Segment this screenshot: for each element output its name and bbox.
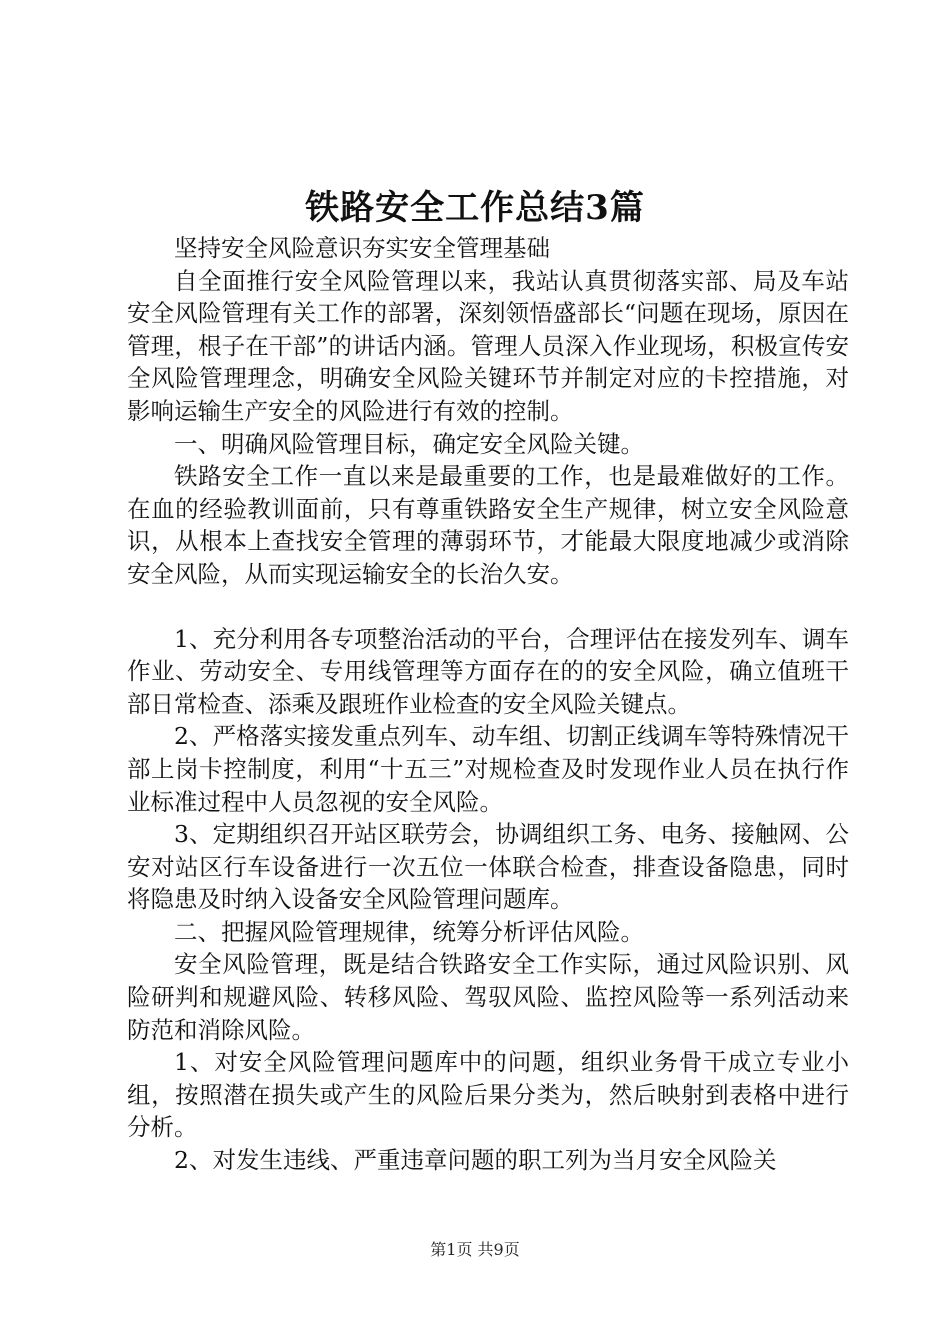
document-body [127, 232, 849, 1177]
body-paragraph: 铁路安全工作一直以来是最重要的工作，也是最难做好的工作。在血的经验教训面前，只有尊重铁路安全生产规律，树立安全风险意识，从根本上查找安全管理的薄弱环节，才能最大限度地减少或消除安全风险，从而实现运输安全的长治久安。 [127, 462, 849, 588]
section-heading-paragraph: 二、把握风险管理规律，统筹分析评估风险。 [174, 917, 644, 946]
body-paragraph: 1、对安全风险管理问题库中的问题，组织业务骨干成立专业小组，按照潜在损失或产生的风险后果分类为，然后映射到表格中进行分析。 [127, 1048, 849, 1142]
body-paragraph: 2、对发生违线、严重违章问题的职工列为当月安全风险关 [174, 1146, 777, 1175]
document-title: 铁路安全工作总结3篇 [305, 188, 645, 228]
section-heading-paragraph: 坚持安全风险意识夯实安全管理基础 [174, 234, 550, 262]
body-paragraph: 3、定期组织召开站区联劳会，协调组织工务、电务、接触网、公安对站区行车设备进行一次五位一体联合检查，排查设备隐患，同时将隐患及时纳入设备安全风险管理问题库。 [127, 820, 849, 914]
body-paragraph: 1、充分利用各专项整治活动的平台，合理评估在接发列车、调车作业、劳动安全、专用线管理等方面存在的的安全风险，确立值班干部日常检查、添乘及跟班作业检查的安全风险关键点。 [127, 624, 849, 718]
body-paragraph: 安全风险管理，既是结合铁路安全工作实际，通过风险识别、风险研判和规避风险、转移风险、驾驭风险、监控风险等一系列活动来防范和消除风险。 [127, 950, 849, 1044]
page-footer: 第1页 共9页 [430, 1240, 520, 1259]
body-paragraph: 2、严格落实接发重点列车、动车组、切割正线调车等特殊情况干部上岗卡控制度，利用“十五三”对规检查及时发现作业人员在执行作业标准过程中人员忽视的安全风险。 [127, 722, 849, 816]
section-heading-paragraph: 一、明确风险管理目标，确定安全风险关键。 [174, 429, 644, 458]
body-paragraph: 自全面推行安全风险管理以来，我站认真贯彻落实部、局及车站安全风险管理有关工作的部署，深刻领悟盛部长“问题在现场，原因在管理，根子在干部”的讲话内涵。管理人员深入作业现场，积极宣传安全风险管理理念，明确安全风险关键环节并制定对应的卡控措施，对影响运输生产安全的风险进行有效的控制。 [127, 266, 849, 425]
